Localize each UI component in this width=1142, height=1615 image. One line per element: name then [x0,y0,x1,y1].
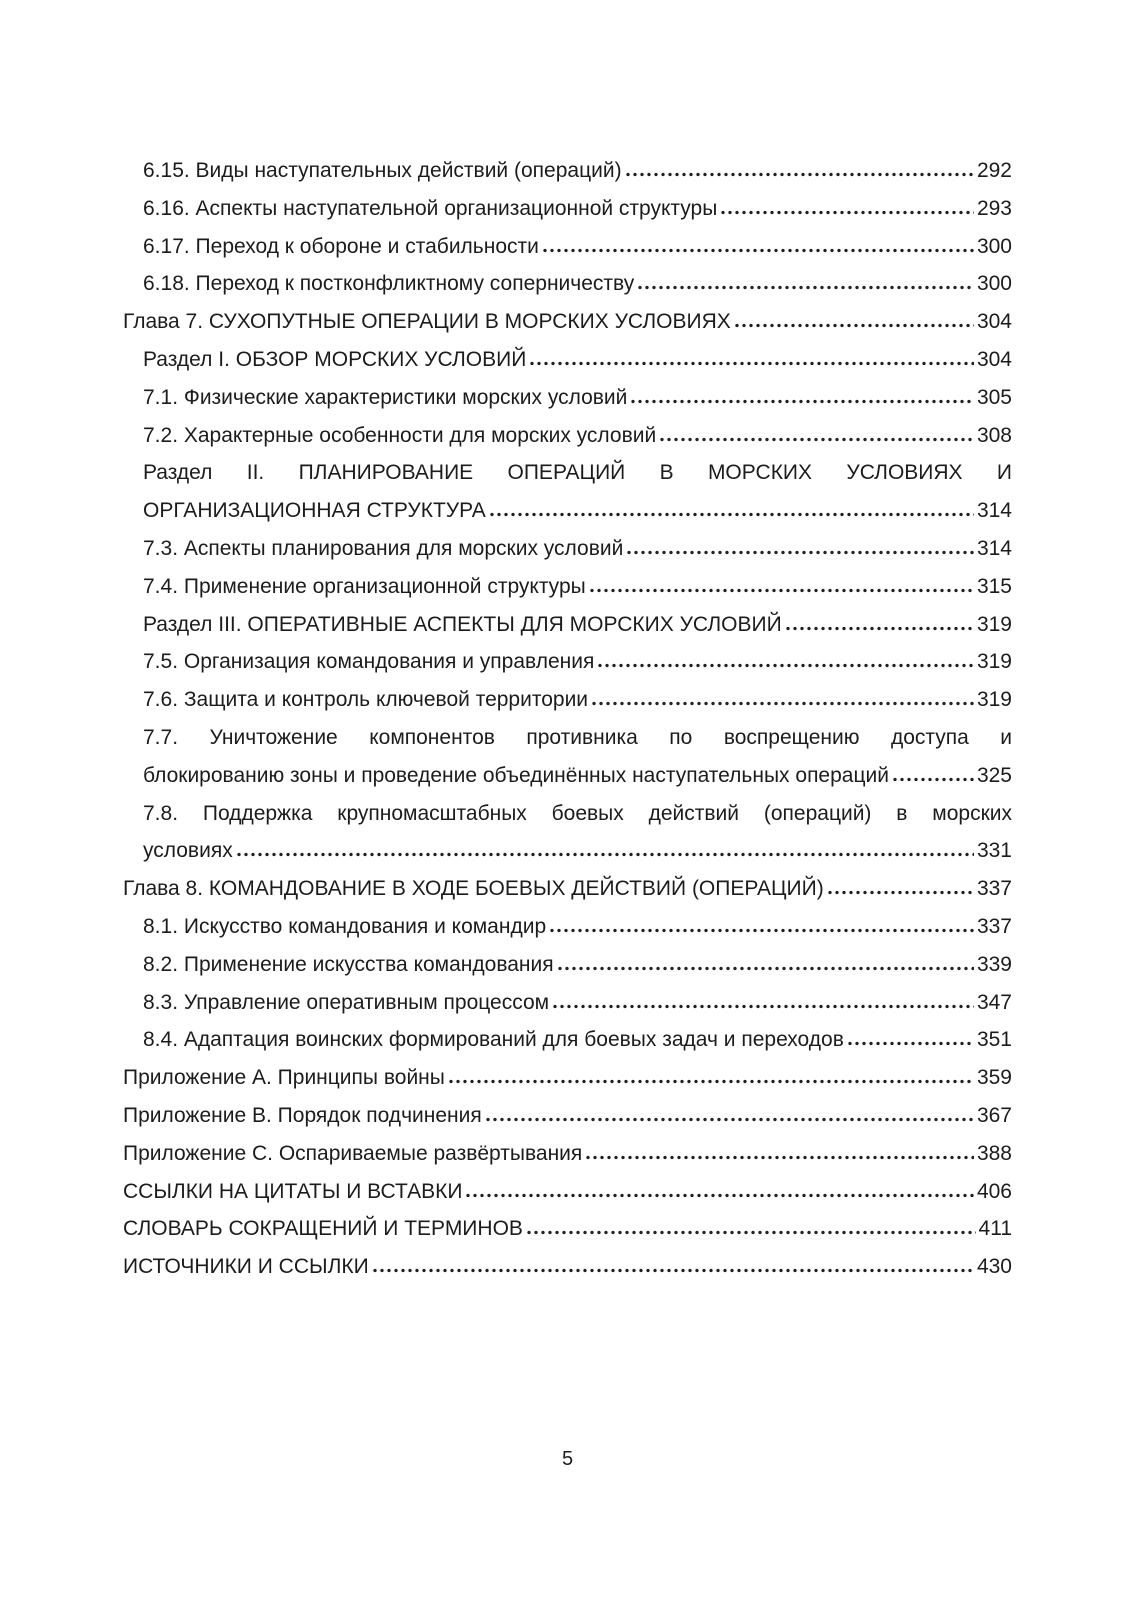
toc-entry [143,265,1012,303]
toc-entry-row [123,303,1012,341]
toc-entry-row [143,265,1012,303]
toc-entry [143,681,1012,719]
toc-entry-row [143,946,1012,984]
toc-entry [143,984,1012,1022]
toc-entry-row [123,1210,1012,1248]
toc-entry-title: Раздел III. ОПЕРАТИВНЫЕ АСПЕКТЫ ДЛЯ МОРСКИХ УСЛОВИЙ [143,612,782,636]
toc-page-number: 411 [978,1217,1012,1241]
toc-entry [143,1021,1012,1059]
toc-entry [143,946,1012,984]
toc-page-number: 319 [976,688,1012,712]
toc-entry-wrapped-line: 7.8. Поддержка крупномасштабных боевых действий (операций) в морских [143,801,1012,825]
toc-entry-wrapped-line: 7.7. Уничтожение компонентов противника по воспрещению доступа и [143,725,1012,749]
toc-entry-row [143,379,1012,417]
dot-leader-icon [490,512,974,517]
dot-leader-icon [449,1079,974,1084]
toc-entry [143,643,1012,681]
toc-entry-title: СЛОВАРЬ СОКРАЩЕНИЙ И ТЕРМИНОВ [123,1217,523,1241]
dot-leader-icon [848,1041,974,1046]
toc-entry-row [143,606,1012,644]
toc-entry-row [143,417,1012,455]
toc-entry-row [143,681,1012,719]
toc-entry-title: 6.16. Аспекты наступательной организационной структуры [143,196,718,220]
toc-page-number: 304 [976,347,1012,371]
toc-entry [123,1059,1012,1097]
dot-leader-icon [828,890,974,895]
toc-entry-row [143,643,1012,681]
toc-entry [143,908,1012,946]
dot-leader-icon [598,663,974,668]
dot-leader-icon [486,1117,974,1122]
toc-page-number: 337 [976,914,1012,938]
toc-entry-title: Приложение A. Принципы войны [123,1066,445,1090]
toc-entry-row [143,530,1012,568]
toc-entry-title: 7.3. Аспекты планирования для морских условий [143,536,624,560]
dot-leader-icon [626,172,974,177]
dot-leader-icon [553,1004,974,1009]
toc-entry [123,1135,1012,1173]
dot-leader-icon [786,626,974,631]
toc-entry-row [123,870,1012,908]
toc-entry [123,870,1012,908]
dot-leader-icon [373,1268,974,1273]
toc-entry [143,341,1012,379]
dot-leader-icon [550,928,974,933]
toc-entry-title: 7.1. Физические характеристики морских условий [143,385,628,409]
toc-entry-row [123,1135,1012,1173]
toc-page-number: 315 [976,574,1012,598]
toc-page-number: 430 [976,1255,1012,1279]
toc-entry-title: блокированию зоны и проведение объединённых наступательных операций [143,763,889,787]
toc-entry-row [123,1173,1012,1211]
toc-page-number: 351 [976,1028,1012,1052]
toc-entry-title: 7.6. Защита и контроль ключевой территории [143,688,589,712]
dot-leader-icon [466,1193,974,1198]
toc-entry-title: Раздел I. ОБЗОР МОРСКИХ УСЛОВИЙ [143,347,527,371]
toc-page-number: 319 [976,650,1012,674]
toc-entry-title: Приложение C. Оспариваемые развёртывания [123,1141,583,1165]
toc-entry [143,190,1012,228]
toc-entry-row [123,1097,1012,1135]
footer-page-number: 5 [561,1448,574,1470]
dot-leader-icon [543,248,974,253]
toc-entry-title: ССЫЛКИ НА ЦИТАТЫ И ВСТАВКИ [123,1179,463,1203]
toc-entry-row [143,341,1012,379]
toc-page-number: 388 [976,1141,1012,1165]
toc-entry-row [143,984,1012,1022]
dot-leader-icon [735,323,974,328]
toc-page-number: 339 [976,952,1012,976]
toc-entry-row [143,1021,1012,1059]
toc-entry [143,379,1012,417]
toc-entry [143,417,1012,455]
toc-entry-row [143,908,1012,946]
toc-page-number: 308 [976,423,1012,447]
toc-entry [123,1173,1012,1211]
toc-page-number: 406 [976,1179,1012,1203]
toc-entry [143,568,1012,606]
toc-page-number: 293 [976,196,1012,220]
toc-entry-row [143,757,1012,795]
toc-entry-row [143,190,1012,228]
toc-entry-title: 7.5. Организация командования и управления [143,650,595,674]
dot-leader-icon [631,399,974,404]
toc-page-number: 300 [976,234,1012,258]
toc-entry-row [143,152,1012,190]
toc-entry-row [123,1248,1012,1286]
toc-page-number: 347 [976,990,1012,1014]
toc-entry [123,1210,1012,1248]
dot-leader-icon [638,285,974,290]
toc-entry-title: Глава 7. СУХОПУТНЫЕ ОПЕРАЦИИ В МОРСКИХ УСЛОВИЯХ [123,310,731,334]
dot-leader-icon [237,852,974,857]
dot-leader-icon [586,1155,974,1160]
toc-entry-title: 7.2. Характерные особенности для морских условий [143,423,657,447]
toc-entry-row [143,228,1012,266]
dot-leader-icon [592,701,974,706]
dot-leader-icon [590,588,974,593]
toc-entry-title: 8.2. Применение искусства командования [143,952,554,976]
toc-entry [123,1097,1012,1135]
toc-entry-title: 6.18. Переход к постконфликтному соперничеству [143,272,635,296]
toc-entry-title: 6.17. Переход к обороне и стабильности [143,234,539,258]
toc-entry [123,1248,1012,1286]
toc-page-number: 304 [976,310,1012,334]
toc-entry-title: ОРГАНИЗАЦИОННАЯ СТРУКТУРА [143,499,486,523]
toc-page-number: 305 [976,385,1012,409]
toc-entry [143,795,1012,871]
dot-leader-icon [660,437,974,442]
toc-page-number: 300 [976,272,1012,296]
toc-page-number: 359 [976,1066,1012,1090]
toc-entry-row [143,568,1012,606]
dot-leader-icon [893,777,974,782]
toc-entry-title: 8.3. Управление оперативным процессом [143,990,550,1014]
toc-page-number: 292 [976,159,1012,182]
dot-leader-icon [527,1230,976,1235]
toc-page-number: 337 [976,877,1012,901]
toc-page-number: 314 [976,536,1012,560]
toc-entry [143,606,1012,644]
toc-entry [123,303,1012,341]
toc-entry [143,454,1012,530]
toc-entry-title: Приложение B. Порядок подчинения [123,1103,482,1127]
dot-leader-icon [627,550,974,555]
toc-page-number: 367 [976,1103,1012,1127]
toc-entry [143,719,1012,795]
dot-leader-icon [721,210,974,215]
toc-page-number: 314 [976,499,1012,523]
toc-entry-title: условиях [143,839,233,863]
toc-entry-title: 8.1. Искусство командования и командир [143,914,547,938]
toc-entry-title: 8.4. Адаптация воинских формирований для боевых задач и переходов [143,1028,844,1052]
dot-leader-icon [530,361,974,366]
toc-entry [143,530,1012,568]
toc-entry-row [143,492,1012,530]
toc-entry [143,152,1012,190]
toc-entry-title: ИСТОЧНИКИ И ССЫЛКИ [123,1255,369,1279]
toc-entry-title: 6.15. Виды наступательных действий (операций) [143,159,622,182]
toc-page-number: 331 [976,839,1012,863]
toc-entry [143,228,1012,266]
dot-leader-icon [558,966,974,971]
toc-entry-wrapped-line: Раздел II. ПЛАНИРОВАНИЕ ОПЕРАЦИЙ В МОРСКИХ УСЛОВИЯХ И [143,461,1012,485]
table-of-contents [123,152,1012,1286]
toc-page-number: 325 [976,763,1012,787]
toc-entry-row [123,1059,1012,1097]
toc-page-number: 319 [976,612,1012,636]
toc-entry-title: 7.4. Применение организационной структуры [143,574,586,598]
toc-entry-title: Глава 8. КОМАНДОВАНИЕ В ХОДЕ БОЕВЫХ ДЕЙСТВИЙ (ОПЕРАЦИЙ) [123,877,824,901]
toc-entry-row [143,832,1012,870]
